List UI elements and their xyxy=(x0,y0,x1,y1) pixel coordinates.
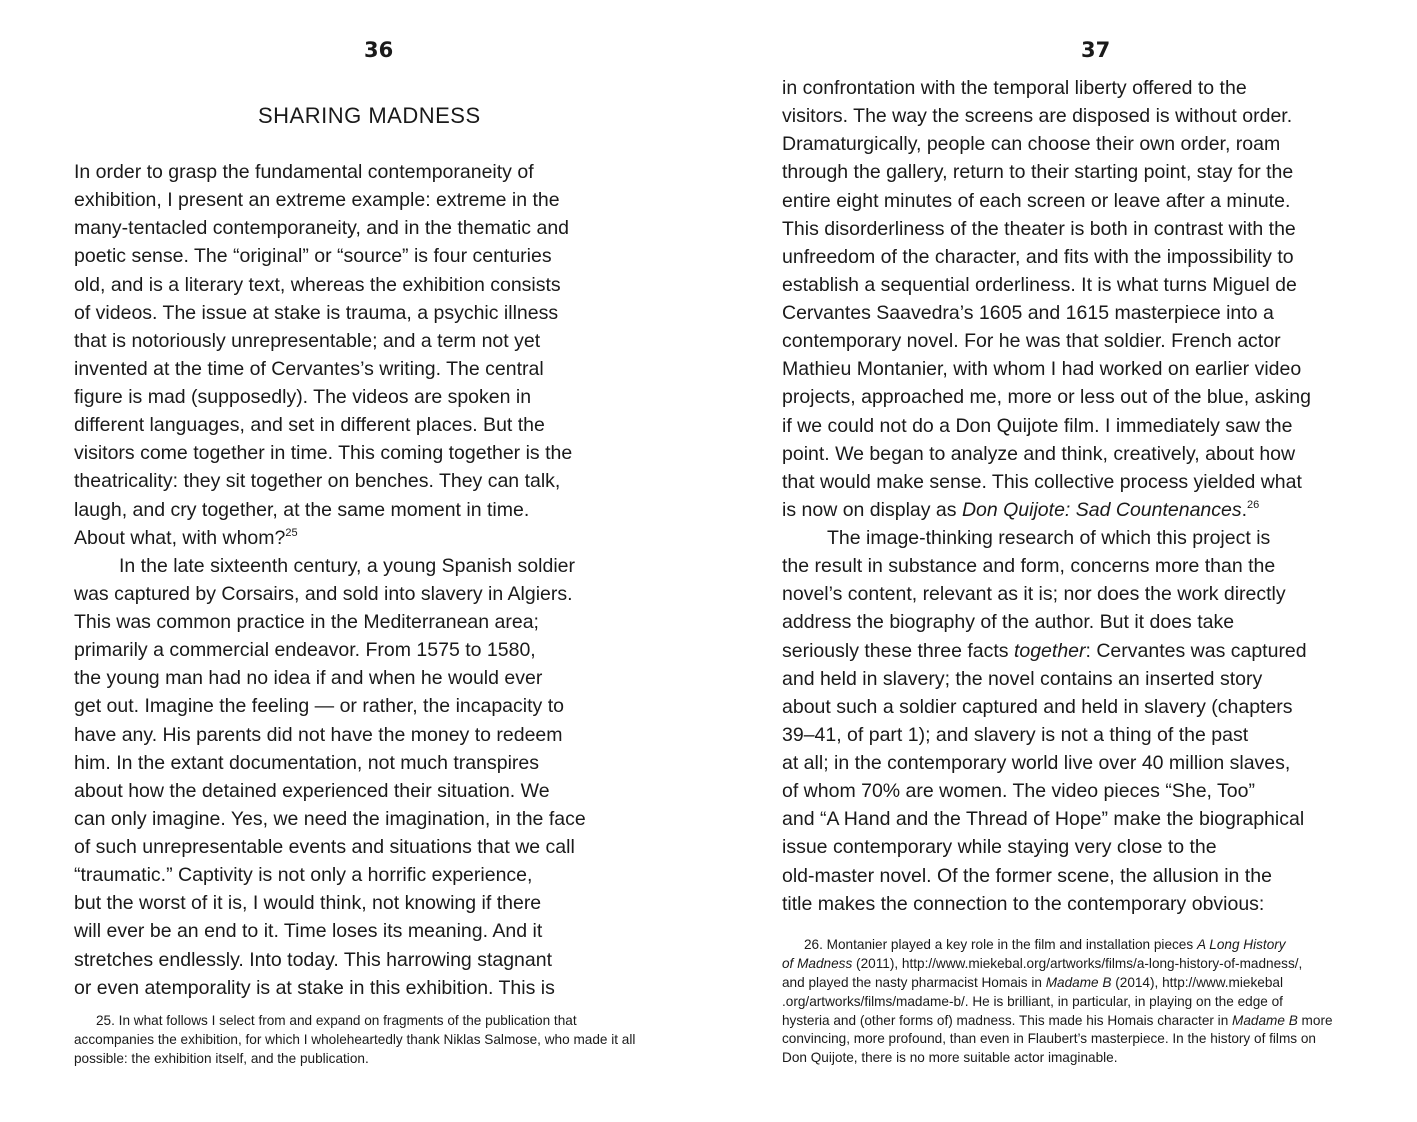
text-segment: invented at the time of Cervantes’s writing. The central xyxy=(74,357,544,380)
text-line xyxy=(74,805,586,833)
text-segment: Cervantes Saavedra’s 1605 and 1615 masterpiece into a xyxy=(782,302,1274,324)
text-segment: entire eight minutes of each screen or leave after a minute. xyxy=(782,189,1291,212)
left-page xyxy=(0,0,708,1122)
text-line xyxy=(74,1050,635,1069)
text-line xyxy=(782,243,1311,271)
text-line xyxy=(74,496,586,524)
text-segment: contemporary novel. For he was that soldier. French actor xyxy=(782,330,1281,353)
text-segment: (2014), http://www.miekebal xyxy=(1111,974,1283,990)
text-line xyxy=(782,1030,1333,1049)
text-segment: About what, with whom? xyxy=(74,526,286,549)
page-number: 36 xyxy=(364,38,394,62)
text-line xyxy=(74,861,586,889)
text-line xyxy=(74,721,586,749)
text-line xyxy=(782,974,1333,993)
text-segment: old-master novel. Of the former scene, the allusion in the xyxy=(782,864,1272,887)
text-line xyxy=(782,468,1311,496)
page-number: 37 xyxy=(1081,38,1111,62)
text-segment: 39–41, of part 1); and slavery is not a thing of the past xyxy=(782,723,1249,746)
text-line xyxy=(74,692,586,720)
text-line xyxy=(74,158,586,186)
chapter-title: SHARING MADNESS xyxy=(258,103,481,128)
text-line xyxy=(74,327,586,355)
text-segment: figure is mad (supposedly). The videos are spoken in xyxy=(74,386,532,408)
text-line xyxy=(782,993,1333,1012)
italic-text: together xyxy=(1013,639,1086,662)
text-line xyxy=(74,664,586,692)
text-line xyxy=(782,552,1311,580)
text-line xyxy=(74,299,586,327)
text-segment: was captured by Corsairs, and sold into slavery in Algiers. xyxy=(74,582,573,605)
text-line xyxy=(74,946,586,974)
text-line xyxy=(74,889,586,917)
text-segment: but the worst of it is, I would think, not knowing if there xyxy=(74,892,542,915)
text-line xyxy=(782,936,1333,955)
text-segment: different languages, and set in different places. But the xyxy=(74,414,545,437)
text-segment: seriously these three facts xyxy=(782,639,1014,662)
text-segment: visitors. The way the screens are disposed is without order. xyxy=(782,105,1293,128)
text-segment: is now on display as xyxy=(782,498,962,521)
text-segment: address the biography of the author. But it does take xyxy=(782,611,1235,634)
text-segment: and “A Hand and the Thread of Hope” make the biographical xyxy=(782,808,1305,831)
text-segment: projects, approached me, more or less out of the blue, asking xyxy=(782,386,1311,409)
text-line xyxy=(74,777,586,805)
text-segment: Don Quijote, there is no more suitable actor imaginable. xyxy=(782,1050,1118,1066)
text-line xyxy=(782,383,1311,411)
text-segment: through the gallery, return to their starting point, stay for the xyxy=(782,161,1294,184)
text-line xyxy=(74,411,586,439)
text-segment: 26. Montanier played a key role in the film and installation pieces xyxy=(804,937,1197,952)
text-line xyxy=(782,440,1311,468)
text-segment: many-tentacled contemporaneity, and in the thematic and xyxy=(74,217,570,240)
text-segment: about such a soldier captured and held in slavery (chapters xyxy=(782,695,1293,718)
text-line xyxy=(782,721,1311,749)
footnote-ref: 25 xyxy=(285,526,298,539)
text-line xyxy=(74,1012,635,1031)
text-segment: .org/artworks/films/madame-b/. He is brilliant, in particular, in playing on the edge of xyxy=(782,993,1283,1009)
text-segment: possible: the exhibition itself, and the publication. xyxy=(74,1050,369,1066)
text-line xyxy=(782,412,1311,440)
text-line xyxy=(74,214,586,242)
text-segment: convincing, more profound, than even in Flaubert’s masterpiece. In the history of films on xyxy=(782,1031,1316,1047)
text-line xyxy=(782,187,1311,215)
body-text xyxy=(782,74,1311,918)
italic-text: A Long History xyxy=(1196,937,1286,952)
text-line xyxy=(782,215,1311,243)
text-line xyxy=(74,242,586,270)
text-line xyxy=(782,355,1311,383)
text-line xyxy=(782,130,1311,158)
text-segment: (2011), http://www.miekebal.org/artworks/films/a-long-history-of-madness/, xyxy=(852,955,1303,971)
footnote-ref: 26 xyxy=(1247,498,1260,511)
text-line xyxy=(74,636,586,664)
text-segment: poetic sense. The “original” or “source” is four centuries xyxy=(74,245,552,268)
text-line xyxy=(782,271,1311,299)
text-line xyxy=(74,1031,635,1050)
text-line xyxy=(782,693,1311,721)
text-line xyxy=(74,552,586,580)
text-segment: exhibition, I present an extreme example: extreme in the xyxy=(74,189,560,212)
body-text xyxy=(74,158,586,1002)
text-line xyxy=(782,890,1311,918)
text-segment: can only imagine. Yes, we need the imagination, in the face xyxy=(74,807,586,830)
text-line xyxy=(782,805,1311,833)
text-segment: of videos. The issue at stake is trauma, a psychic illness xyxy=(74,301,559,324)
text-segment: will ever be an end to it. Time loses its meaning. And it xyxy=(74,920,543,943)
text-segment: at all; in the contemporary world live over 40 million slaves, xyxy=(782,752,1291,774)
text-segment: in confrontation with the temporal liberty offered to the xyxy=(782,77,1247,99)
text-segment: more xyxy=(1297,1012,1333,1028)
italic-text: Madame B xyxy=(1232,1012,1298,1028)
text-line xyxy=(74,524,586,552)
text-segment: about how the detained experienced their situation. We xyxy=(74,779,550,802)
text-line xyxy=(782,608,1311,636)
text-segment: laugh, and cry together, at the same moment in time. xyxy=(74,498,530,521)
text-line xyxy=(74,974,586,1002)
text-segment: Mathieu Montanier, with whom I had worked on earlier video xyxy=(782,358,1302,381)
text-line xyxy=(74,467,586,495)
text-segment: unfreedom of the character, and fits with the impossibility to xyxy=(782,245,1294,268)
text-segment: stretches endlessly. Into today. This harrowing stagnant xyxy=(74,948,553,971)
italic-text: Madame B xyxy=(1045,974,1112,990)
text-segment: have any. His parents did not have the money to redeem xyxy=(74,723,563,746)
text-line xyxy=(782,862,1311,890)
text-segment: The image-thinking research of which this project is xyxy=(827,527,1271,549)
text-segment: . xyxy=(1241,498,1248,521)
text-line xyxy=(782,777,1311,805)
text-segment: that would make sense. This collective process yielded what xyxy=(782,470,1302,493)
text-segment: : Cervantes was captured xyxy=(1085,639,1307,662)
text-segment: This disorderliness of the theater is both in contrast with the xyxy=(782,217,1296,240)
text-segment: and held in slavery; the novel contains an inserted story xyxy=(782,667,1263,690)
footnote xyxy=(782,936,1333,1068)
text-segment: accompanies the exhibition, for which I wholeheartedly thank Niklas Salmose, who made it all xyxy=(74,1031,636,1047)
text-line xyxy=(782,955,1333,974)
text-segment: establish a sequential orderliness. It is what turns Miguel de xyxy=(782,273,1297,296)
text-segment: Dramaturgically, people can choose their own order, roam xyxy=(782,133,1281,156)
text-segment: and played the nasty pharmacist Homais in xyxy=(782,974,1046,990)
text-segment: 25. In what follows I select from and expand on fragments of the publication that xyxy=(96,1013,577,1028)
text-segment: title makes the connection to the contemporary obvious: xyxy=(782,892,1265,915)
text-segment: primarily a commercial endeavor. From 1575 to 1580, xyxy=(74,639,536,662)
text-line xyxy=(782,1012,1333,1031)
text-line xyxy=(74,355,586,383)
text-segment: visitors come together in time. This coming together is the xyxy=(74,442,573,465)
text-line xyxy=(782,158,1311,186)
text-line xyxy=(782,833,1311,861)
text-segment: the result in substance and form, concerns more than the xyxy=(782,555,1276,578)
text-line xyxy=(782,327,1311,355)
text-line xyxy=(782,580,1311,608)
text-line xyxy=(782,637,1311,665)
text-line xyxy=(782,749,1311,777)
text-segment: get out. Imagine the feeling — or rather, the incapacity to xyxy=(74,695,564,718)
footnote xyxy=(74,1012,635,1069)
text-segment: him. In the extant documentation, not much transpires xyxy=(74,751,540,774)
text-line xyxy=(782,496,1311,524)
text-line xyxy=(74,608,586,636)
text-segment: In the late sixteenth century, a young Spanish soldier xyxy=(119,554,576,577)
text-segment: “traumatic.” Captivity is not only a horrific experience, xyxy=(74,864,533,887)
text-line xyxy=(782,524,1311,552)
text-line xyxy=(782,299,1311,327)
text-segment: of such unrepresentable events and situations that we call xyxy=(74,836,575,858)
text-line xyxy=(782,1049,1333,1068)
text-line xyxy=(74,749,586,777)
text-segment: issue contemporary while staying very close to the xyxy=(782,836,1217,859)
text-segment: or even atemporality is at stake in this exhibition. This is xyxy=(74,976,555,999)
text-line xyxy=(782,74,1311,102)
italic-text: of Madness xyxy=(782,955,853,971)
text-segment: that is notoriously unrepresentable; and a term not yet xyxy=(74,329,541,352)
text-segment: novel’s content, relevant as it is; nor does the work directly xyxy=(782,583,1286,606)
text-line xyxy=(74,439,586,467)
text-line xyxy=(782,102,1311,130)
text-line xyxy=(74,383,586,411)
text-segment: old, and is a literary text, whereas the exhibition consists xyxy=(74,273,561,296)
text-segment: of whom 70% are women. The video pieces “She, Too” xyxy=(782,780,1255,803)
text-line xyxy=(74,580,586,608)
text-line xyxy=(74,833,586,861)
text-segment: the young man had no idea if and when he would ever xyxy=(74,667,543,690)
italic-text: Don Quijote: Sad Countenances xyxy=(961,498,1242,521)
text-segment: This was common practice in the Mediterranean area; xyxy=(74,611,539,633)
right-page xyxy=(708,0,1417,1122)
text-line xyxy=(74,186,586,214)
text-segment: theatricality: they sit together on benches. They can talk, xyxy=(74,470,561,493)
text-line xyxy=(782,665,1311,693)
text-segment: hysteria and (other forms of) madness. This made his Homais character in xyxy=(782,1012,1233,1028)
text-segment: if we could not do a Don Quijote film. I immediately saw the xyxy=(782,414,1293,437)
text-line xyxy=(74,271,586,299)
text-line xyxy=(74,917,586,945)
text-segment: In order to grasp the fundamental contemporaneity of xyxy=(74,161,534,183)
text-segment: point. We began to analyze and think, creatively, about how xyxy=(782,442,1296,465)
